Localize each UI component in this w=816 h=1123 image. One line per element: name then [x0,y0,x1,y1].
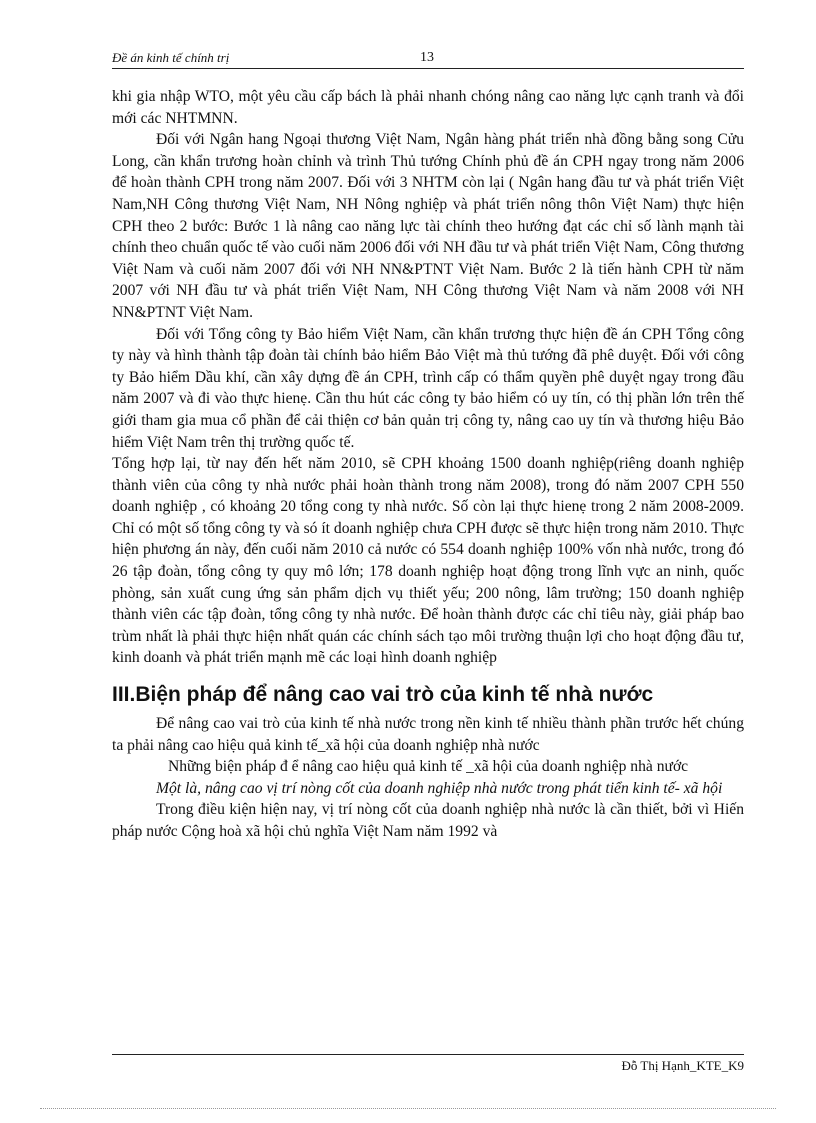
page-header [112,50,744,69]
page-number: 13 [420,50,434,65]
paragraph-4: Tổng hợp lại, từ nay đến hết năm 2010, sẽ CPH khoảng 1500 doanh nghiệp(riêng doanh nghiệp thành viên của công ty nhà nước phải hoàn thành trong năm 2008), trong đó năm 2007 CPH 550 doanh nghiệp , có khoảng 20 tổng cong ty nhà nước. Số còn lại thực hienẹ trong 2 năm 2008-2009. Chỉ có một số tổng công ty và só ít doanh nghiệp chưa CPH được sẽ thực hiện trong năm 2010. Thực hiện phương án này, đến cuối năm 2010 cả nước có 554 doanh nghiệp 100% vốn nhà nước, trong đó 26 tập đoàn, tổng công ty quy mô lớn; 178 doanh nghiệp hoạt động trong lĩnh vực an ninh, quốc phòng, sản xuất cung ứng sản phẩm dịch vụ thiết yếu; 200 nông, lâm trường; 150 doanh nghiệp thành viên các tập đoàn, tổng công ty nhà nước. Để hoàn thành được các chỉ tiêu này, giải pháp bao trùm nhất là phải thực hiện nhất quán các chính sách tạo môi trường thuận lợi cho hoạt động đầu tư, kinh doanh và phát triển mạnh mẽ các loại hình doanh nghiệp [112,455,744,667]
footer-divider [112,1054,744,1055]
document-body [112,86,744,843]
paragraph-1: khi gia nhập WTO, một yêu cầu cấp bách là phải nhanh chóng nâng cao năng lực cạnh tranh và đổi mới các NHTMNN. [112,88,744,127]
final-paragraph: Trong điều kiện hiện nay, vị trí nòng cốt của doanh nghiệp nhà nước là cần thiết, bởi vì Hiến pháp nước Cộng hoà xã hội chủ nghĩa Việt Nam năm 1992 và [112,801,744,840]
section-heading: III.Biện pháp để nâng cao vai trò của kinh tế nhà nước [112,683,654,707]
header-title: Đề án kinh tế chính trị [112,50,230,65]
page-bottom-border [40,1108,776,1109]
italic-subheading: Một là, nâng cao vị trí nòng cốt của doanh nghiệp nhà nước trong phát tiển kinh tế- xã hội [156,779,723,797]
paragraph-3: Đối với Tổng công ty Bảo hiểm Việt Nam, cần khẩn trương thực hiện đề án CPH Tổng công ty này và hình thành tập đoàn tài chính bảo hiểm Bảo Việt mà thủ tướng đã phê duyệt. Đối với công ty Bảo hiểm Dầu khí, cần xây dựng đề án CPH, trình cấp có thẩm quyền phê duyệt ngay trong đầu năm 2007 và đi vào thực hienẹ. Cần thu hút các công ty bảo hiểm có uy tín, có thị phần lớn trên thế giới tham gia mua cổ phần để cải thiện cơ bản quản trị công ty, nâng cao uy tín và thương hiệu Bảo hiểm Việt Nam trên thị trường quốc tế. [112,325,744,451]
paragraph-2: Đối với Ngân hang Ngoại thương Việt Nam, Ngân hàng phát triển nhà đồng bằng song Cửu Long, cần khẩn trương hoàn chỉnh và trình Thủ tướng Chính phủ đề án CPH ngay trong năm 2006 để hoàn thành CPH trong năm 2007. Đối với 3 NHTM còn lại ( Ngân hang đầu tư và phát triển Việt Nam,NH Công thương Việt Nam, NH Nông nghiệp và phát triển nông thôn Việt Nam) thực hiện CPH theo 2 bước: Bước 1 là nâng cao năng lực tài chính theo hướng đạt các chỉ số lành mạnh tài chính theo chuẩn quốc tế vào cuối năm 2006 đối với NH đầu tư và phát triển Việt Nam, Công thương Việt Nam và cuối năm 2007 đối với NH NN&PTNT Việt Nam. Bước 2 là tiến hành CPH từ năm 2007 với NH đầu tư và phát triển Việt Nam, NH Công thương Việt Nam và năm 2008 với NH NN&PTNT Việt Nam. [112,131,744,321]
section-paragraph-1: Để nâng cao vai trò của kinh tế nhà nước trong nền kinh tế nhiều thành phần trước hết chúng ta phải nâng cao hiệu quả kinh tế_xã hội của doanh nghiệp nhà nước [112,715,744,754]
section-paragraph-2: Những biện pháp đ ể nâng cao hiệu quả kinh tế _xã hội của doanh nghiệp nhà nước [168,758,689,776]
footer-author: Đỗ Thị Hạnh_KTE_K9 [621,1058,744,1073]
